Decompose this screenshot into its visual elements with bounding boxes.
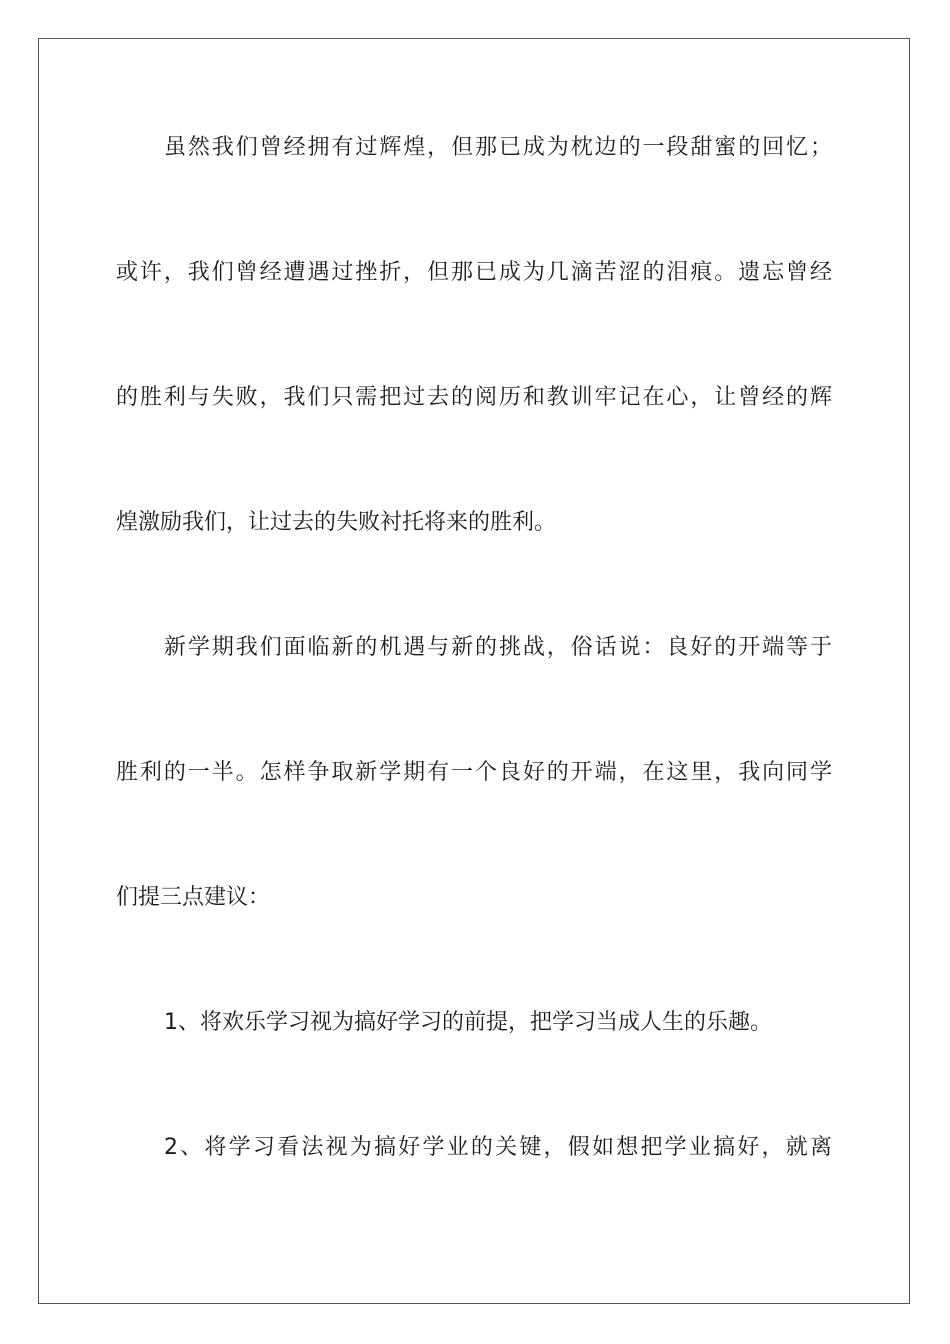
paragraph-2-line-2: 胜利的一半。怎样争取新学期有一个良好的开端，在这里，我向同学: [116, 760, 832, 785]
list-item-2-line-1: 2、将学习看法视为搞好学业的关键，假如想把学业搞好，就离: [164, 1135, 832, 1160]
paragraph-1-line-1: 虽然我们曾经拥有过辉煌，但那已成为枕边的一段甜蜜的回忆；: [164, 135, 832, 160]
paragraph-1-line-3: 的胜利与失败，我们只需把过去的阅历和教训牢记在心，让曾经的辉: [116, 385, 832, 410]
paragraph-1-line-4: 煌激励我们，让过去的失败衬托将来的胜利。: [116, 510, 557, 535]
paragraph-2-line-3: 们提三点建议：: [116, 885, 271, 910]
paragraph-1-line-2: 或许，我们曾经遭遇过挫折，但那已成为几滴苦涩的泪痕。遗忘曾经: [116, 260, 832, 285]
page-frame: [38, 38, 910, 1304]
list-item-1: 1、将欢乐学习视为搞好学习的前提，把学习当成人生的乐趣。: [164, 1010, 772, 1035]
paragraph-2-line-1: 新学期我们面临新的机遇与新的挑战，俗话说：良好的开端等于: [164, 635, 832, 660]
